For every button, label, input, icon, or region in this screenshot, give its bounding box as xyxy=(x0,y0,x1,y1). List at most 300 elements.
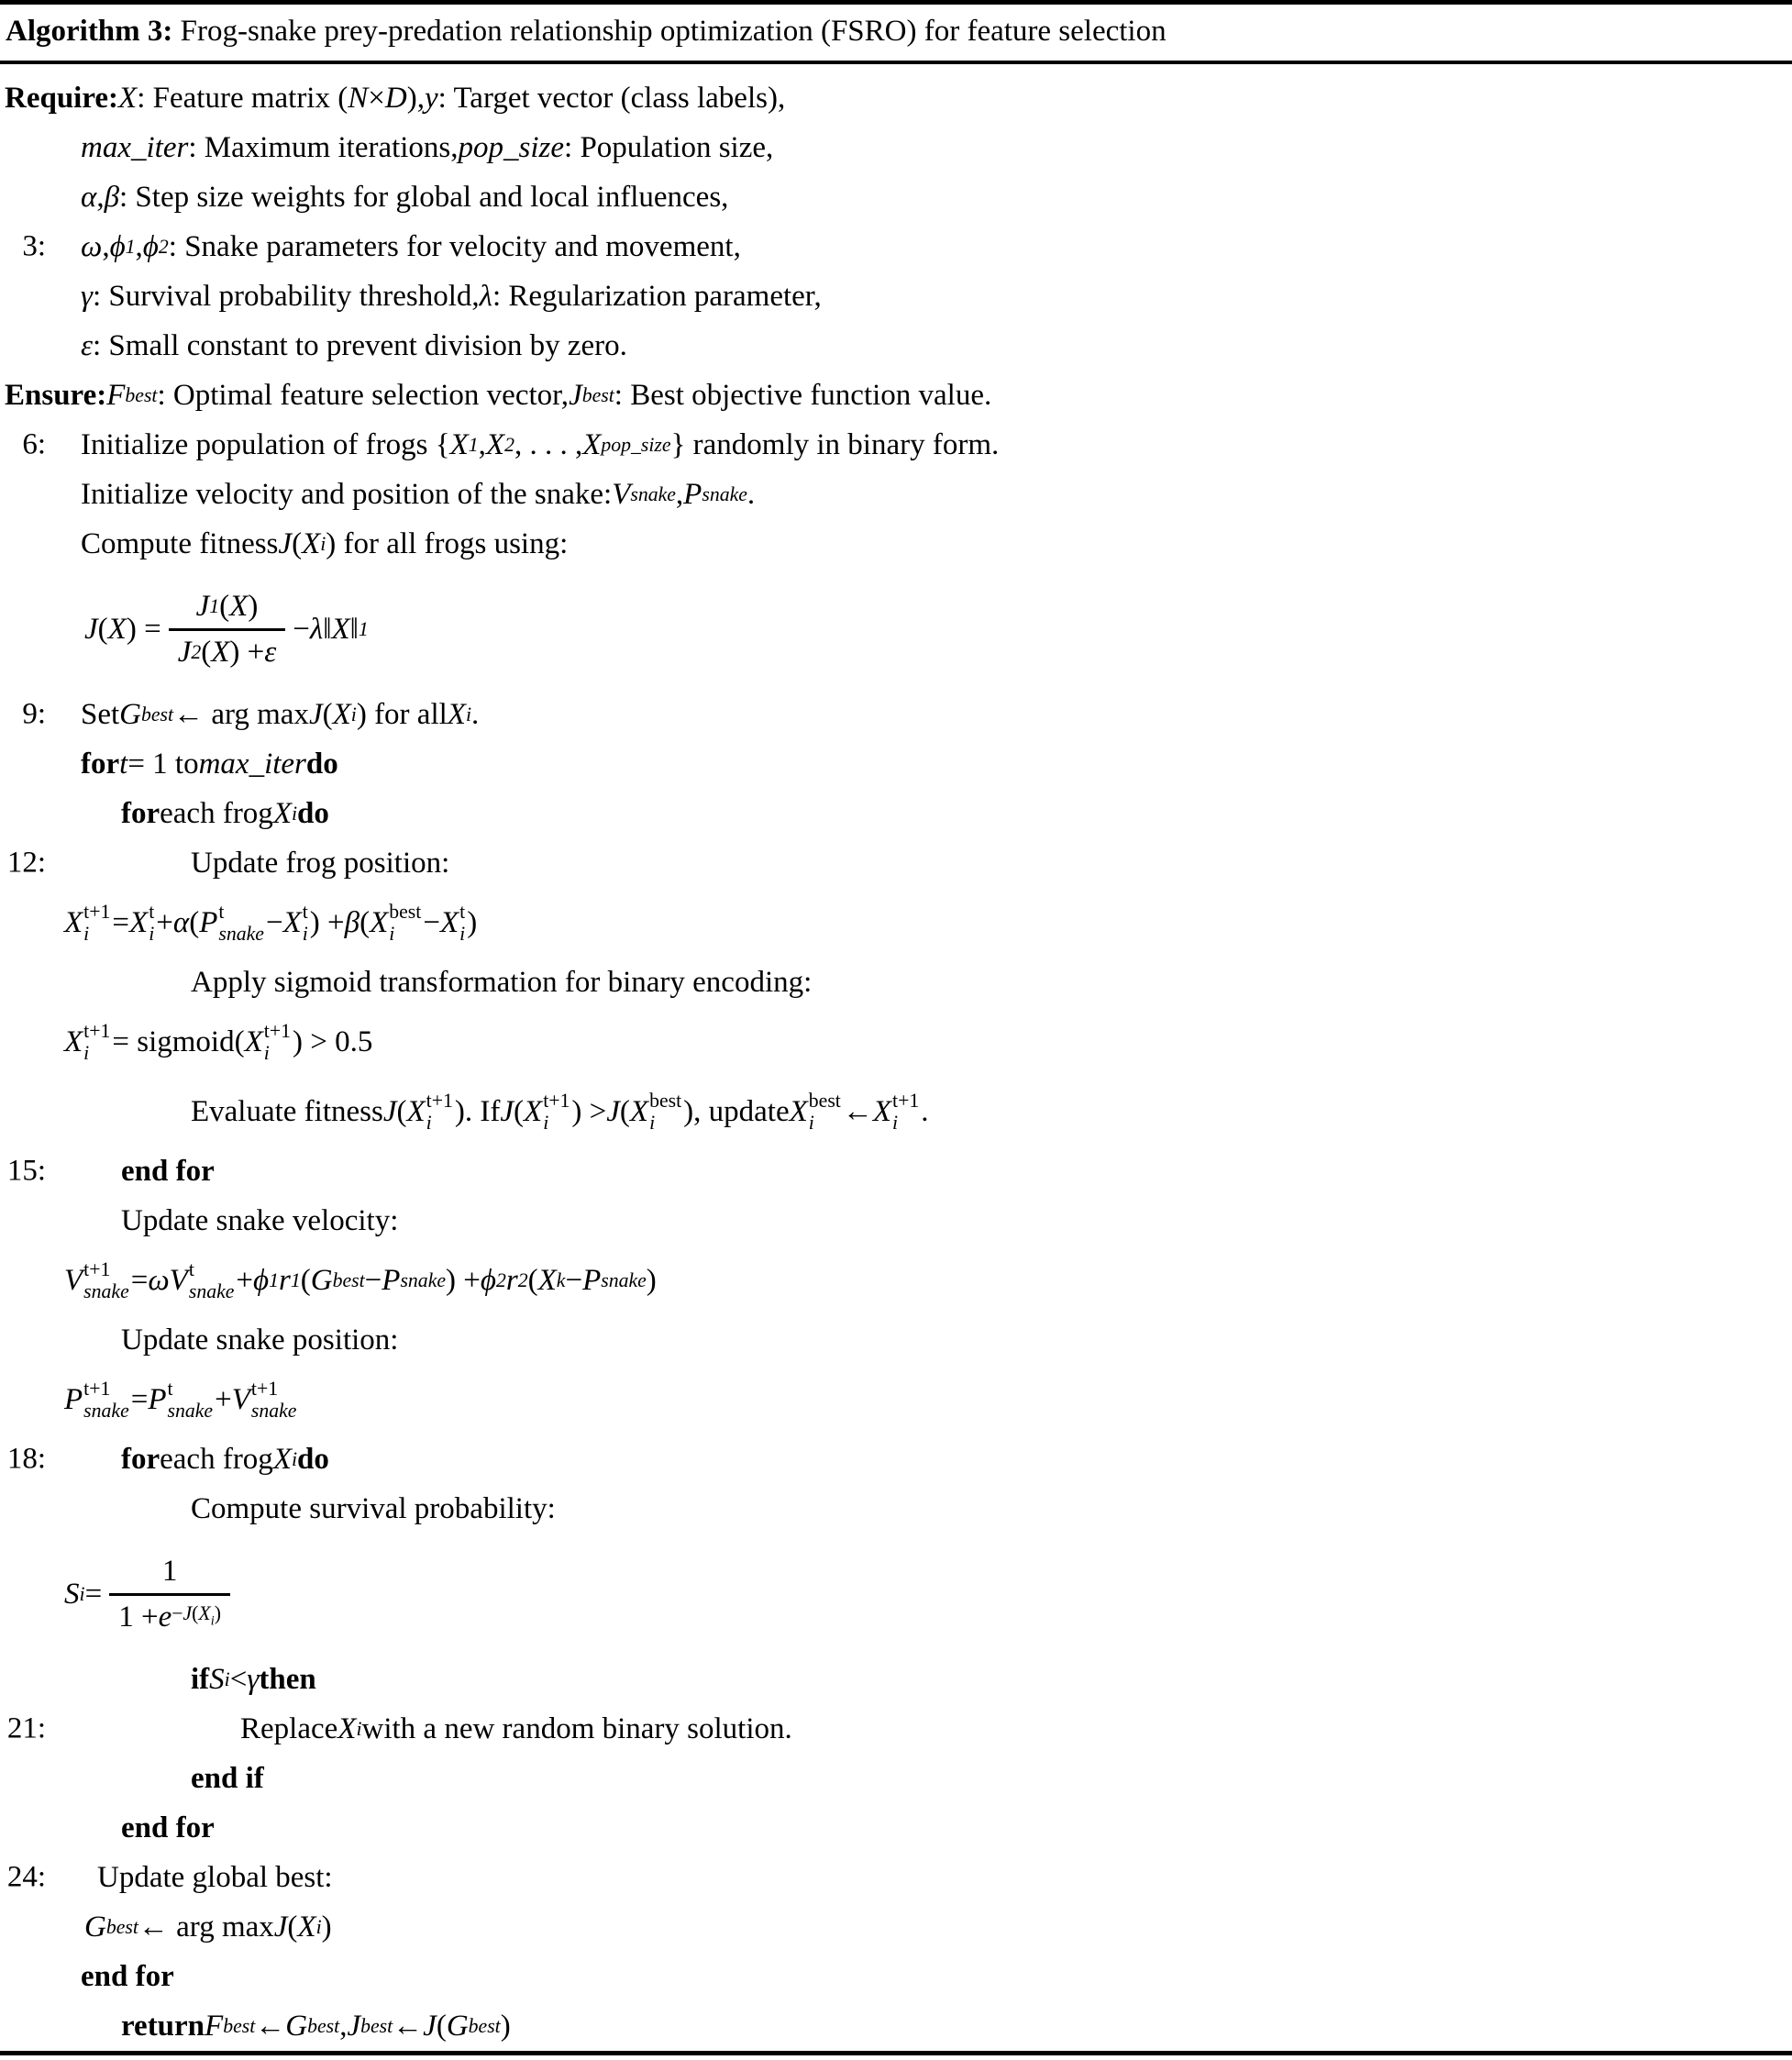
math-token: Apply sigmoid transformation for binary encoding: xyxy=(191,965,813,999)
line-content: for each frog X i do xyxy=(121,796,329,830)
line-content: Set G best ← arg max J ( X i ) for all X i . xyxy=(81,697,480,731)
math-token: ) xyxy=(214,1601,221,1624)
math-token: Set xyxy=(81,697,120,731)
math-token: if xyxy=(191,1662,210,1696)
line-number: 21: xyxy=(6,1711,46,1745)
math-token: max_iter xyxy=(198,747,306,781)
algorithm-line xyxy=(0,123,1792,172)
superscript: best xyxy=(649,1089,682,1112)
algorithm-line xyxy=(0,1853,1792,1902)
algorithm-line xyxy=(0,690,1792,739)
line-content: for each frog X i do xyxy=(121,1442,329,1476)
fraction xyxy=(169,590,286,670)
line-number: 15: xyxy=(6,1154,46,1188)
math-token: : Survival probability threshold, xyxy=(93,279,480,313)
fraction-numerator: J 1 ( X ) xyxy=(195,589,259,623)
math-token: β xyxy=(104,180,120,214)
math-token: J xyxy=(84,612,98,646)
subscript: snake xyxy=(167,1400,214,1422)
math-token: V xyxy=(612,477,631,511)
math-token: Require: xyxy=(5,81,119,115)
math-token: Evaluate fitness xyxy=(191,1094,383,1128)
line-content xyxy=(5,82,785,116)
algorithm-line xyxy=(0,1902,1792,1952)
algorithm-line xyxy=(0,569,1792,690)
math-token: = xyxy=(130,1263,149,1297)
line-content: Initialize population of frogs { X 1 , X 2 , . . . , X pop_size } randomly in binary form. xyxy=(81,427,1000,461)
math-token: P xyxy=(199,905,218,939)
math-token: . xyxy=(921,1094,929,1128)
line-content xyxy=(81,748,338,781)
line-content: Compute fitness J ( X i ) for all frogs using: xyxy=(81,526,569,560)
math-token: G xyxy=(310,1263,333,1297)
math-token: X xyxy=(582,427,602,461)
algorithm-line xyxy=(0,321,1792,371)
math-token: ) + xyxy=(446,1263,481,1297)
algorithm-line xyxy=(0,888,1792,958)
sup-sub-stack xyxy=(892,1090,919,1135)
superscript: t+1 xyxy=(83,900,111,923)
algorithm-line xyxy=(0,1534,1792,1655)
math-token: Initialize population of frogs { xyxy=(81,427,450,461)
superscript: t+1 xyxy=(250,1377,279,1400)
math-token: , . . . , xyxy=(514,427,583,461)
sup-sub-stack xyxy=(83,1020,110,1065)
superscript: t xyxy=(459,900,466,923)
math-token: ← xyxy=(393,2009,424,2043)
math-token: ), xyxy=(406,81,425,115)
math-token: ) + xyxy=(229,635,265,669)
math-token: 1 xyxy=(161,1554,178,1588)
algorithm-line xyxy=(0,519,1792,569)
superscript: best xyxy=(808,1089,841,1112)
math-token: X xyxy=(64,1024,83,1058)
line-content: if S i < γ then xyxy=(191,1662,316,1696)
math-token: J xyxy=(183,1601,193,1624)
math-token: X xyxy=(447,697,466,731)
math-token: J xyxy=(569,378,582,412)
algorithm-line xyxy=(0,2001,1792,2051)
math-token: ). If xyxy=(454,1094,501,1128)
math-token: ) = xyxy=(126,612,161,646)
math-token: ϕ xyxy=(142,229,159,263)
math-token: X xyxy=(211,635,230,669)
math-token: ) xyxy=(321,1910,332,1944)
line-content xyxy=(97,1861,333,1895)
line-content: J ( X ) = J 1 ( X ) J 2 ( X ) + ε − λ ‖ X ‖ 1 xyxy=(84,589,369,669)
superscript: t xyxy=(218,900,225,923)
math-token: ( xyxy=(396,1094,407,1128)
math-token: Replace xyxy=(240,1711,338,1745)
algorithm-line xyxy=(0,172,1792,222)
math-token: ) > xyxy=(571,1094,607,1128)
math-token: max_iter xyxy=(81,130,189,164)
math-token: ε xyxy=(264,635,277,669)
sup-sub-stack xyxy=(264,1020,291,1065)
math-token: J xyxy=(500,1094,514,1128)
math-token: V xyxy=(169,1263,188,1297)
math-token: , xyxy=(102,229,110,263)
sup-sub-stack xyxy=(218,901,264,946)
math-token: X xyxy=(439,905,459,939)
math-token: − xyxy=(171,1601,183,1624)
math-token: V xyxy=(231,1382,250,1416)
math-token: ) xyxy=(646,1263,657,1297)
line-content xyxy=(81,1960,174,1994)
math-token: = xyxy=(84,1577,103,1611)
algorithm-line xyxy=(0,1434,1792,1484)
sup-sub-stack xyxy=(83,1378,129,1423)
algorithm-line xyxy=(0,1365,1792,1434)
math-token: X xyxy=(485,427,505,461)
line-content: Replace X i with a new random binary solution. xyxy=(240,1711,792,1745)
sup-sub-stack xyxy=(426,1090,453,1135)
math-token: each frog xyxy=(160,796,273,830)
math-token: X xyxy=(302,526,321,560)
math-token: : Target vector (class labels), xyxy=(437,81,786,115)
math-token: λ xyxy=(479,279,492,313)
subscript: i xyxy=(543,1112,549,1134)
math-token: X xyxy=(282,905,302,939)
sup-sub-stack xyxy=(189,1258,235,1303)
line-content xyxy=(191,847,449,880)
math-token: for xyxy=(121,796,160,830)
algorithm-title-text: Frog-snake prey-predation relationship optimization (FSRO) for feature selection xyxy=(172,15,1167,48)
algorithm-line xyxy=(0,1952,1792,2001)
sup-sub-stack xyxy=(543,1090,570,1135)
subscript: i xyxy=(389,923,395,945)
fraction-denominator xyxy=(109,1593,230,1634)
superscript: t+1 xyxy=(83,1377,111,1400)
math-token: ( xyxy=(192,1601,199,1624)
superscript: t xyxy=(188,1257,194,1280)
math-token: ϕ xyxy=(109,229,126,263)
math-token: F xyxy=(205,2009,224,2043)
math-token: X xyxy=(872,1094,892,1128)
algorithm-line xyxy=(0,1077,1792,1146)
math-token: J xyxy=(195,589,210,623)
line-content: Initialize velocity and position of the snake: V snake , P snake . xyxy=(81,477,756,511)
math-token: t xyxy=(119,747,128,781)
line-content: Ensure: F best : Optimal feature selection vector, J best : Best objective function value. xyxy=(5,378,992,412)
math-token: pop_size xyxy=(458,130,565,164)
math-token: ( xyxy=(619,1094,630,1128)
math-token: P xyxy=(148,1382,167,1416)
math-token: : Optimal feature selection vector, xyxy=(157,378,570,412)
math-token: + xyxy=(236,1263,254,1297)
math-token: r xyxy=(279,1263,291,1297)
math-token: ) + xyxy=(309,905,345,939)
math-token: + xyxy=(215,1382,232,1416)
math-token: ) > 0.5 xyxy=(292,1024,373,1058)
line-content xyxy=(191,966,812,1000)
algorithm-line xyxy=(0,789,1792,838)
math-token: X xyxy=(118,81,138,115)
math-token: = 1 to xyxy=(127,747,199,781)
math-token: , xyxy=(478,427,486,461)
fraction-denominator: J 2 ( X ) + ε xyxy=(169,628,286,670)
math-token: ) for all frogs using: xyxy=(326,526,569,560)
sup-sub-stack xyxy=(168,1378,214,1423)
subscript: i xyxy=(426,1112,432,1134)
math-token: . xyxy=(747,477,756,511)
math-token: ) xyxy=(248,589,259,623)
math-token: G xyxy=(446,2009,469,2043)
math-token: = xyxy=(112,905,130,939)
math-token: X xyxy=(272,1442,292,1476)
sup-sub-stack xyxy=(389,901,421,946)
superscript: t+1 xyxy=(263,1019,291,1042)
math-token: then xyxy=(259,1662,316,1696)
math-token: , xyxy=(675,477,684,511)
math-token: ( xyxy=(189,905,200,939)
math-token: , xyxy=(96,180,105,214)
math-token: − xyxy=(293,612,310,646)
math-token: < xyxy=(229,1662,248,1696)
math-token: } randomly in binary form. xyxy=(670,427,1000,461)
math-token: ( xyxy=(287,1910,298,1944)
math-token: P xyxy=(683,477,702,511)
algorithm-line xyxy=(0,1803,1792,1853)
math-token: X xyxy=(107,612,127,646)
math-token: J xyxy=(308,697,323,731)
math-token: J xyxy=(606,1094,620,1128)
subscript: i xyxy=(808,1112,814,1134)
algorithm-line xyxy=(0,958,1792,1007)
line-content: S i = 1 1 + e $-J(X_i)$ xyxy=(64,1555,238,1634)
math-token: ϕ xyxy=(480,1263,496,1297)
superscript: t xyxy=(302,900,308,923)
math-token: J xyxy=(278,526,293,560)
math-token: ← xyxy=(255,2009,286,2043)
line-content: ω , ϕ 1 , ϕ 2 : Snake parameters for velocity and movement, xyxy=(81,229,741,263)
math-token: X xyxy=(406,1094,426,1128)
math-token: J xyxy=(382,1094,397,1128)
subscript: snake xyxy=(83,1280,129,1302)
sup-sub-stack xyxy=(149,901,154,946)
subscript: snake xyxy=(83,1400,129,1422)
math-token: − xyxy=(364,1263,382,1297)
math-token: α xyxy=(81,180,97,214)
math-token: Compute survival probability: xyxy=(191,1491,556,1525)
math-token: ) xyxy=(467,905,478,939)
math-token: P xyxy=(382,1263,401,1297)
math-token: do xyxy=(297,796,329,830)
superscript: t+1 xyxy=(83,1257,111,1280)
math-token: ( xyxy=(360,905,371,939)
fraction-numerator xyxy=(153,1555,187,1593)
math-token: 1 + xyxy=(118,1600,159,1634)
algorithm-body xyxy=(0,64,1792,2055)
math-token: ( xyxy=(527,1263,538,1297)
algorithm-line xyxy=(0,1315,1792,1365)
math-token: P xyxy=(64,1382,83,1416)
math-token: γ xyxy=(81,279,94,313)
math-token: X xyxy=(64,905,83,939)
algorithm-line xyxy=(0,838,1792,888)
math-token: : Small constant to prevent division by zero. xyxy=(93,328,627,362)
superscript: t+1 xyxy=(892,1089,920,1112)
line-content xyxy=(191,1492,556,1526)
math-token: Update frog position: xyxy=(191,846,450,880)
algorithm-line xyxy=(0,470,1792,519)
math-token: ( xyxy=(201,635,212,669)
math-token: return xyxy=(121,2009,205,2043)
math-token: S xyxy=(209,1662,225,1696)
math-token: = sigmoid( xyxy=(112,1024,245,1058)
algorithm-line xyxy=(0,1196,1792,1246)
math-token: ‖ xyxy=(349,612,359,646)
subscript: i xyxy=(459,923,466,945)
line-number: 3: xyxy=(22,229,46,263)
math-token: X xyxy=(524,1094,543,1128)
math-token: for xyxy=(81,747,120,781)
line-content: G best ← arg max J ( X i ) xyxy=(84,1910,332,1944)
math-token: ( xyxy=(219,589,230,623)
math-token: X xyxy=(272,796,292,830)
math-token: J xyxy=(347,2009,361,2043)
math-token: − xyxy=(265,905,283,939)
math-token: : Regularization parameter, xyxy=(492,279,822,313)
algorithm-line xyxy=(0,1655,1792,1704)
sup-sub-stack xyxy=(303,901,308,946)
math-token: S xyxy=(64,1577,80,1611)
subscript: snake xyxy=(218,923,264,945)
math-token: G xyxy=(84,1910,106,1944)
line-content xyxy=(191,1090,928,1135)
math-token: X xyxy=(297,1910,316,1944)
math-token: ), update xyxy=(683,1094,790,1128)
subscript: i xyxy=(83,1042,90,1064)
math-token: do xyxy=(305,747,338,781)
math-token: J xyxy=(273,1910,288,1944)
line-number: 6: xyxy=(22,427,46,461)
math-token: X xyxy=(332,697,351,731)
line-number: 24: xyxy=(6,1860,46,1894)
algorithm-title xyxy=(0,0,1792,64)
line-number: 12: xyxy=(6,846,46,880)
algorithm-line xyxy=(0,1754,1792,1803)
math-token: r xyxy=(505,1263,518,1297)
math-token: : Best objective function value. xyxy=(614,378,992,412)
math-token: Ensure: xyxy=(5,378,107,412)
math-token: X xyxy=(229,589,249,623)
line-content xyxy=(81,329,627,363)
superscript: best xyxy=(389,900,422,923)
sup-sub-stack xyxy=(83,901,110,946)
math-token: ( xyxy=(322,697,333,731)
math-token: ( xyxy=(300,1263,311,1297)
math-token: γ xyxy=(247,1662,260,1696)
math-token: Update snake position: xyxy=(121,1323,399,1357)
math-token: X xyxy=(337,1711,357,1745)
subscript: i xyxy=(149,923,155,945)
algorithm-line xyxy=(0,271,1792,321)
math-token: ) xyxy=(500,2009,511,2043)
line-content xyxy=(64,1020,372,1065)
line-content xyxy=(191,1762,264,1796)
math-token: X xyxy=(629,1094,649,1128)
math-token: , xyxy=(339,2009,348,2043)
math-token: ω xyxy=(148,1263,170,1297)
math-token: F xyxy=(106,378,126,412)
math-token: end for xyxy=(81,1959,174,1993)
math-token: λ xyxy=(309,612,324,646)
math-token: ω xyxy=(81,229,103,263)
superscript xyxy=(171,1601,221,1629)
sup-sub-stack xyxy=(649,1090,681,1135)
math-token: Update snake velocity: xyxy=(121,1203,399,1237)
algorithm-line xyxy=(0,1246,1792,1315)
math-token: ← arg max xyxy=(138,1910,274,1944)
math-token: ( xyxy=(97,612,108,646)
math-token: D xyxy=(384,81,407,115)
math-token: P xyxy=(582,1263,602,1297)
math-token: y xyxy=(424,81,438,115)
fraction xyxy=(109,1555,230,1634)
math-token: × xyxy=(368,81,385,115)
math-token: ( xyxy=(514,1094,525,1128)
math-token: ) for all xyxy=(356,697,448,731)
algorithm-line xyxy=(0,371,1792,420)
math-token: X xyxy=(129,905,149,939)
math-token: − xyxy=(565,1263,583,1297)
math-token: end for xyxy=(121,1154,215,1188)
subscript: i xyxy=(649,1112,656,1134)
sup-sub-stack xyxy=(809,1090,841,1135)
algorithm-line xyxy=(0,1484,1792,1534)
math-token: : Feature matrix ( xyxy=(137,81,348,115)
algorithm-line xyxy=(0,1704,1792,1754)
math-token: ← xyxy=(842,1094,873,1128)
subscript: i xyxy=(210,1613,215,1629)
line-content xyxy=(81,280,822,314)
math-token: ( xyxy=(292,526,303,560)
math-token: ( xyxy=(436,2009,447,2043)
superscript: t+1 xyxy=(543,1089,570,1112)
math-token: e xyxy=(158,1600,172,1634)
algorithm-line xyxy=(0,222,1792,271)
subscript: i xyxy=(302,923,308,945)
math-token: . xyxy=(471,697,480,731)
math-token: ‖ xyxy=(323,612,332,646)
math-token: ε xyxy=(81,328,94,362)
superscript: t+1 xyxy=(83,1019,111,1042)
line-content xyxy=(121,1155,215,1189)
math-token: G xyxy=(119,697,142,731)
subscript: i xyxy=(83,923,90,945)
line-number: 9: xyxy=(22,697,46,731)
math-token: X xyxy=(244,1024,263,1058)
math-token: X xyxy=(789,1094,808,1128)
subscript: i xyxy=(892,1112,899,1134)
superscript: t xyxy=(149,900,155,923)
superscript: t xyxy=(167,1377,173,1400)
math-token: β xyxy=(344,905,360,939)
math-token: Initialize velocity and position of the snake: xyxy=(81,477,613,511)
math-token: X xyxy=(449,427,469,461)
math-token: G xyxy=(285,2009,308,2043)
math-token: α xyxy=(172,905,190,939)
line-content xyxy=(81,181,728,215)
line-content xyxy=(121,1811,215,1845)
subscript: i xyxy=(263,1042,270,1064)
algorithm-line xyxy=(0,739,1792,789)
line-content xyxy=(121,1323,398,1357)
math-token: = xyxy=(130,1382,149,1416)
math-token: V xyxy=(64,1263,83,1297)
math-token: with a new random binary solution. xyxy=(361,1711,792,1745)
